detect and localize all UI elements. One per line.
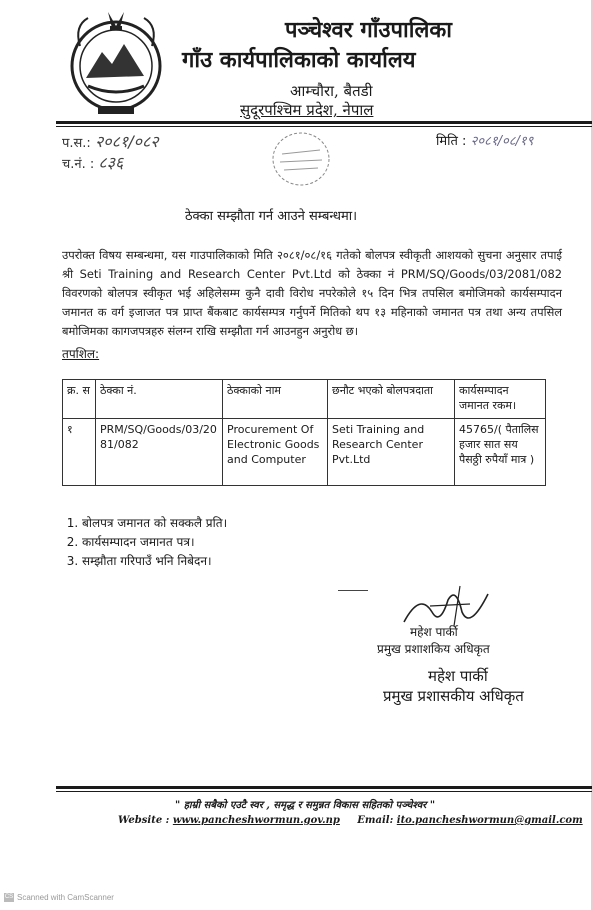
signatory-title: प्रमुख प्रशासकीय अधिकृत xyxy=(383,687,524,705)
table-cell: 45765/( पैतालिस हजार सात सय पैसठ्ठी रुपैयाँ मात्र ) xyxy=(455,419,546,486)
list-item: 2. कार्यसम्पादन जमानत पत्र। xyxy=(82,533,227,552)
date-value: २०८१/०८/१९ xyxy=(470,134,534,149)
footer-divider-thin xyxy=(56,791,592,792)
table-cell: Procurement Of Electronic Goods and Computer xyxy=(223,419,328,486)
signatory-name: महेश पार्की xyxy=(428,667,488,685)
cn-label: च.नं. : xyxy=(62,157,95,172)
tapasil-label: तपशिल: xyxy=(62,347,100,361)
subject-line: ठेक्का सम्झौता गर्न आउने सम्बन्धमा। xyxy=(185,209,358,224)
email-link[interactable]: ito.pancheshwormun@gmail.com xyxy=(396,815,583,826)
signature-name-handwritten: महेश पार्की xyxy=(410,625,458,639)
short-dash xyxy=(338,590,368,591)
table-cell: १ xyxy=(63,419,96,486)
footer-contact xyxy=(118,815,583,826)
ps-label: प.स.: xyxy=(62,136,91,151)
table-row xyxy=(63,419,546,486)
table-cell: PRM/SQ/Goods/03/2081/082 xyxy=(96,419,223,486)
attachments-list xyxy=(62,514,227,571)
contract-table xyxy=(62,379,546,486)
table-header-cell: क्र. स xyxy=(63,380,96,419)
email-label: Email: xyxy=(357,815,394,826)
footer-motto: " हाम्री सबैको एउटै स्वर , समृद्ध र समुन्नत विकास सहितको पञ्चेश्वर " xyxy=(175,800,436,811)
list-item: 3. सम्झौता गरिपाउँ भनि निबेदन। xyxy=(82,552,227,571)
header-divider xyxy=(56,121,592,124)
website-link[interactable]: www.pancheshwormun.gov.np xyxy=(172,815,340,826)
table-header-row xyxy=(63,380,546,419)
camscanner-icon: CS xyxy=(4,894,14,901)
footer-divider xyxy=(56,786,592,789)
emblem-logo xyxy=(68,6,164,118)
date-label: मिति : xyxy=(436,134,467,149)
table-header-cell: छनौट भएको बोलपत्रदाता xyxy=(328,380,455,419)
office-title: पञ्चेश्वर गाँउपालिका xyxy=(285,17,452,43)
scanner-text: Scanned with CamScanner xyxy=(17,893,114,902)
body-paragraph: उपरोक्त विषय सम्बन्धमा, यस गाउपालिकाको मिति २०८१/०८/१६ गतेको बोलपत्र स्वीकृती आशयको सुचना अनुसार तपाई श्री Seti Training and Research Center Pvt.Ltd को ठेक्का नं PRM/SQ/Goods/03/2081/082 विवरणको बोलपत्र स्वीकृत भई अहिलेसम्म कुनै दावी विरोध नपरेकोले १५ दिन भित्र तपसिल बमोजिमको कार्यसम्पादन जमानत क वर्ग इजाजत पत्र प्राप्त बैंकबाट कार्यसम्पत्र गर्नुपर्ने मितिको थप १३ महिनाको जमानत पत्र तथा अन्य तपसिल बमोजिमका कागजपत्रहरु संलग्न राखि सम्झौता गर्न आउनहुन अनुरोध छ। xyxy=(62,248,562,338)
office-stamp xyxy=(270,130,332,188)
reference-block xyxy=(62,132,159,174)
table-cell: Seti Training and Research Center Pvt.Ltd xyxy=(328,419,455,486)
date-block xyxy=(436,131,533,149)
office-province: सुदूरपश्चिम प्रदेश, नेपाल xyxy=(240,101,374,119)
ps-value: २०८१/०८२ xyxy=(94,132,159,151)
table-header-cell: ठेक्काको नाम xyxy=(223,380,328,419)
table-header-cell: कार्यसम्पादन जमानत रकम। xyxy=(455,380,546,419)
cn-value: ८३६ xyxy=(98,153,124,172)
office-location: आम्चौरा, बैतडी xyxy=(290,82,373,100)
website-label: Website : xyxy=(118,815,170,826)
signature-title-handwritten: प्रमुख प्रशाशकिय अधिकृत xyxy=(377,642,490,656)
table-header-cell: ठेक्का नं. xyxy=(96,380,223,419)
header-divider-thin xyxy=(56,126,592,127)
list-item: 1. बोलपत्र जमानत को सक्कलै प्रति। xyxy=(82,514,227,533)
scanner-watermark xyxy=(4,893,114,902)
office-subtitle: गाँउ कार्यपालिकाको कार्यालय xyxy=(182,47,416,73)
